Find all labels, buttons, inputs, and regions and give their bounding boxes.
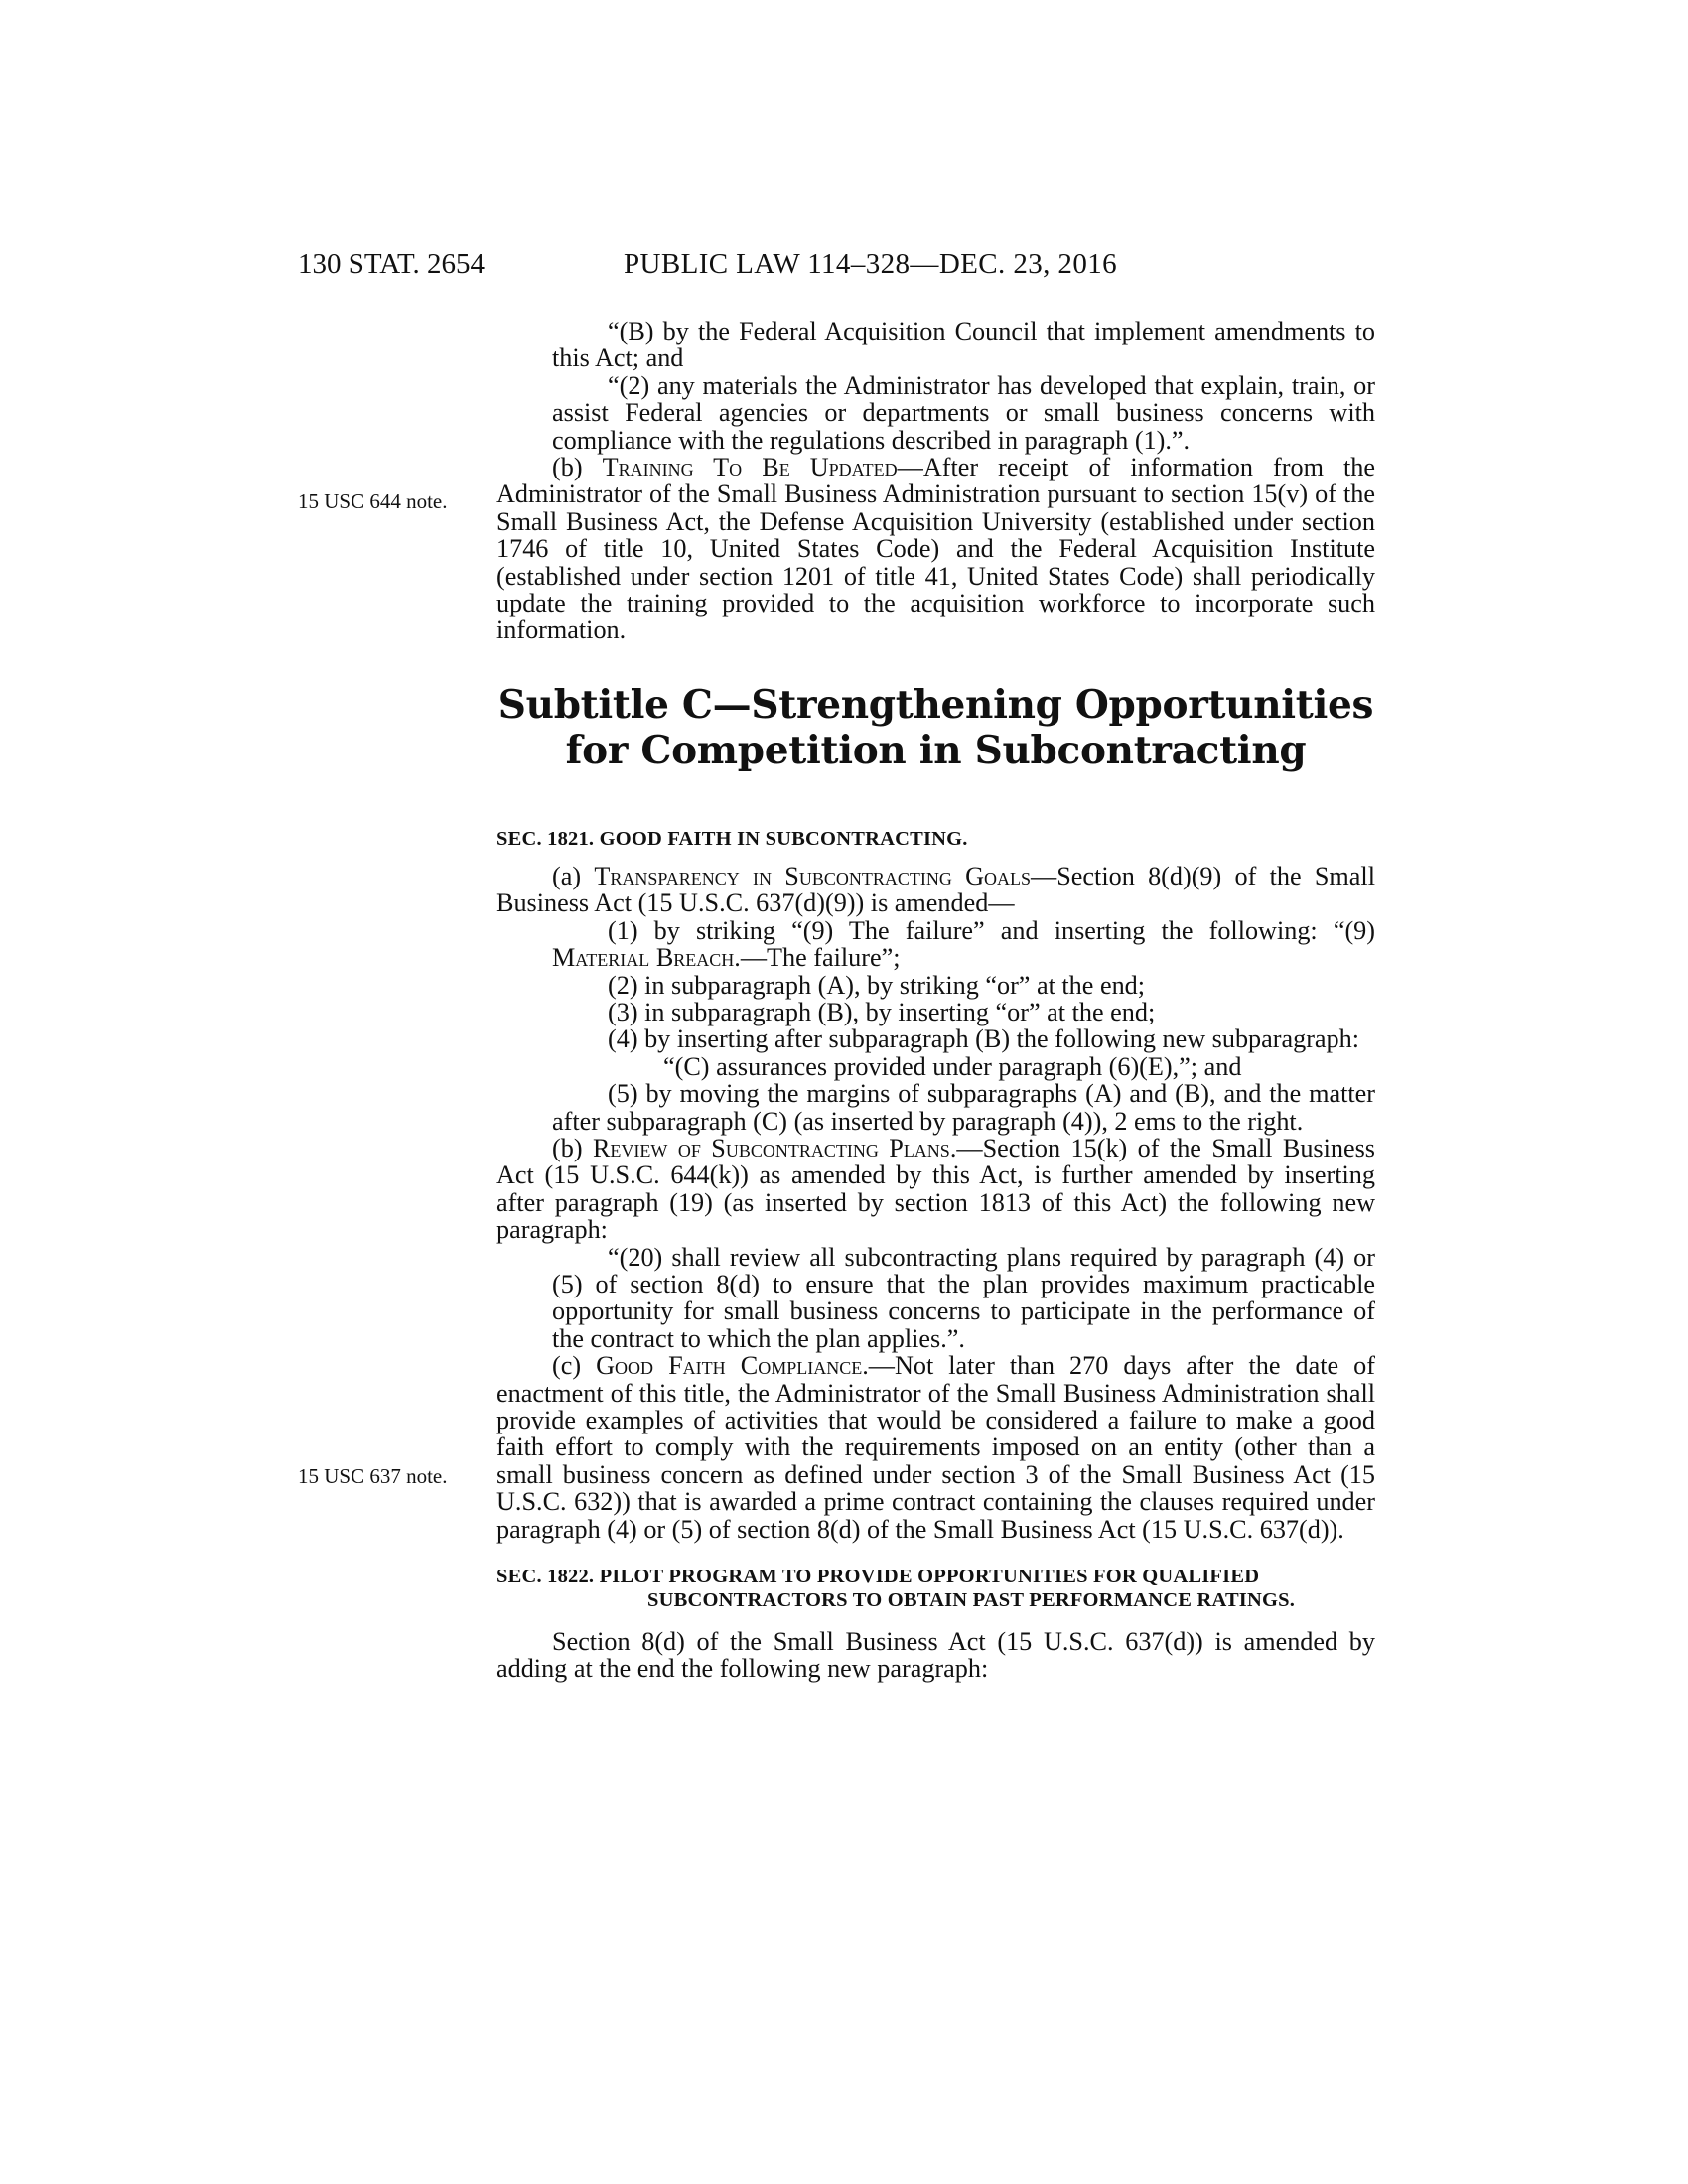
subsection-rb-heading: Review of Subcontracting Plans (592, 1133, 950, 1162)
subsection-rb-text: .—Section 15(k) of the Small Business Act (15 U.S.C. 644(k)) as amended by this Act, is further amended by inserting after paragraph (19) (as inserted by section 1813 of this Act) the following new paragraph: (496, 1133, 1375, 1245)
document-body (496, 318, 1375, 1683)
spacer (496, 1543, 1375, 1565)
subsection-c-text: .—Not later than 270 days after the date of enactment of this title, the Administrator of the Small Business Administration shall provide examples of activities that would be considered a failure to make a good faith effort to comply with the requirements imposed on an entity (other than a small business concern as defined under section 3 of the Small Business Act (15 U.S.C. 632)) that is awarded a prime contract containing the clauses required under paragraph (4) or (5) of section 8(d) of the Small Business Act (15 U.S.C. 637(d)). (496, 1351, 1375, 1544)
section-1822-text: Section 8(d) of the Small Business Act (15 U.S.C. 637(d)) is amended by adding at the end the following new paragraph: (496, 1627, 1375, 1684)
subsection-a-text: —Section 8(d)(9) of the Small Business Act (15 U.S.C. 637(d)(9)) is amended— (496, 861, 1375, 918)
paragraph-2: “(2) any materials the Administrator has developed that explain, train, or assist Federal agencies or departments or small business concerns with compliance with the regulations described in paragraph (1).”. (552, 370, 1375, 455)
clause-3: (3) in subparagraph (B), by inserting “or” at the end; (608, 997, 1156, 1026)
subsection-c-prefix: (c) (552, 1351, 597, 1381)
subtitle-heading (496, 682, 1375, 773)
subsection-a-transparency (496, 863, 1375, 917)
clause-1-end: .—The failure”; (734, 943, 901, 973)
subsection-c-good-faith (496, 1352, 1375, 1543)
clause-5: (5) by moving the margins of subparagraphs (A) and (B), and the matter after subparagraph (C) (as inserted by paragraph (4)), 2 ems to the right. (552, 1079, 1375, 1136)
section-1821-heading: SEC. 1821. GOOD FAITH IN SUBCONTRACTING. (496, 827, 968, 850)
subtitle-line-2: for Competition in Subcontracting (565, 727, 1307, 773)
subsection-b-text: —After receipt of information from the Administrator of the Small Business Administration pursuant to section 15(v) of the Small Business Act, the Defense Acquisition University (established under section 1746 of title 10, United States Code) and the Federal Acquisition Institute (established under section 1201 of title 41, United States Code) shall periodically update the training provided to the acquisition workforce to incorporate such information. (496, 453, 1375, 645)
paragraph-b-subclause: “(B) by the Federal Acquisition Council that implement amendments to this Act; and (552, 317, 1375, 373)
subsection-c-heading: Good Faith Compliance (596, 1351, 863, 1381)
subsection-rb-prefix: (b) (552, 1133, 593, 1162)
subsection-b-review (496, 1135, 1375, 1244)
clause-2: (2) in subparagraph (A), by striking “or” at the end; (608, 970, 1146, 1000)
statute-page-number: 130 STAT. 2654 (298, 248, 486, 280)
subsection-a-heading: Transparency in Subcontracting Goals (594, 861, 1032, 890)
clause-1 (496, 917, 1375, 972)
page-header (298, 248, 1375, 288)
clause-4-subparagraph-c: “(C) assurances provided under paragraph (6)(E),”; and (663, 1051, 1242, 1081)
running-title: PUBLIC LAW 114–328—DEC. 23, 2016 (624, 248, 1118, 280)
quoted-paragraph-20: “(20) shall review all subcontracting plans required by paragraph (4) or (5) of section 8(d) to ensure that the plan provides maximum practicable opportunity for small business concerns to participate in the performance of the contract to which the plan applies.”. (552, 1242, 1375, 1353)
clause-1-heading: Material Breach (552, 943, 735, 973)
margin-note-644: 15 USC 644 note. (298, 489, 448, 513)
margin-note-637: 15 USC 637 note. (298, 1464, 448, 1488)
subsection-a-prefix: (a) (552, 861, 595, 890)
section-1822-heading: SEC. 1822. PILOT PROGRAM TO PROVIDE OPPORTUNITIES FOR QUALIFIED SUBCONTRACTORS TO OBTAIN PAST PERFORMANCE RATINGS. (496, 1566, 1296, 1612)
subsection-b-training (496, 454, 1375, 644)
subtitle-line-1: Subtitle C—Strengthening Opportunities (497, 681, 1374, 728)
subsection-b-prefix: (b) (552, 453, 603, 482)
subsection-b-heading: Training To Be Updated (602, 453, 898, 482)
clause-4: (4) by inserting after subparagraph (B) the following new subparagraph: (608, 1024, 1360, 1054)
clause-1-text: (1) by striking “(9) The failure” and inserting the following: “(9) (608, 915, 1375, 945)
